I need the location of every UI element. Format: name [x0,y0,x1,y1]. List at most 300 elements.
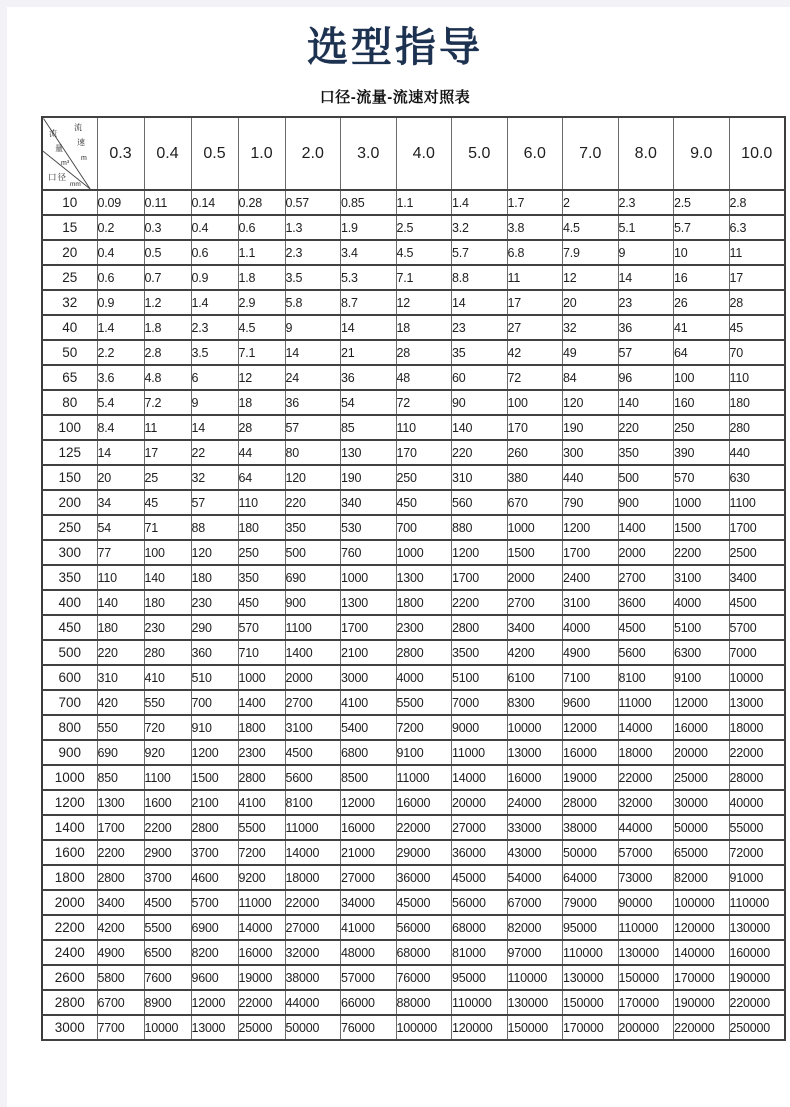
flow-cell: 530 [341,515,397,540]
flow-cell: 120000 [452,1015,508,1040]
flow-cell: 1700 [452,565,508,590]
flow-cell: 49 [563,340,619,365]
diameter-cell: 500 [42,640,97,665]
flow-cell: 1700 [341,615,397,640]
flow-cell: 1.3 [285,215,341,240]
flow-cell: 190 [341,465,397,490]
flow-cell: 11 [729,240,785,265]
flow-cell: 2.2 [97,340,144,365]
flow-cell: 25 [144,465,191,490]
flow-cell: 790 [563,490,619,515]
diameter-cell: 450 [42,615,97,640]
flow-cell: 1500 [674,515,730,540]
flow-cell: 1100 [285,615,341,640]
flow-cell: 24 [285,365,341,390]
velocity-header-cell: 2.0 [285,117,341,190]
diameter-cell: 3000 [42,1015,97,1040]
flow-cell: 4500 [618,615,674,640]
flow-cell: 56000 [396,915,452,940]
flow-cell: 36000 [396,865,452,890]
flow-cell: 24000 [507,790,563,815]
table-row [42,640,785,665]
flow-cell: 1.2 [144,290,191,315]
flow-cell: 13000 [729,690,785,715]
table-row [42,915,785,940]
table-row [42,365,785,390]
flow-cell: 900 [618,490,674,515]
table-row [42,415,785,440]
flow-cell: 11000 [396,765,452,790]
flow-cell: 44000 [285,990,341,1015]
flow-cell: 44000 [618,815,674,840]
flow-cell: 2100 [341,640,397,665]
flow-cell: 2.8 [729,190,785,215]
diameter-cell: 50 [42,340,97,365]
velocity-header-cell: 3.0 [341,117,397,190]
flow-cell: 220 [618,415,674,440]
flow-cell: 110 [729,365,785,390]
flow-cell: 220 [285,490,341,515]
flow-cell: 9 [618,240,674,265]
flow-cell: 390 [674,440,730,465]
flow-cell: 150000 [618,965,674,990]
flow-cell: 1400 [238,690,285,715]
flow-cell: 5800 [97,965,144,990]
flow-cell: 16000 [507,765,563,790]
flow-cell: 7200 [396,715,452,740]
table-row [42,565,785,590]
flow-cell: 170000 [563,1015,619,1040]
corner-velocity-char-1: 流 [74,123,82,132]
flow-cell: 3100 [563,590,619,615]
flow-cell: 36 [618,315,674,340]
flow-cell: 20000 [674,740,730,765]
flow-cell: 1100 [729,490,785,515]
flow-cell: 5.1 [618,215,674,240]
flow-cell: 77 [97,540,144,565]
flow-cell: 28 [238,415,285,440]
flow-cell: 110 [396,415,452,440]
flow-cell: 410 [144,665,191,690]
table-caption: 口径-流量-流速对照表 [319,89,471,106]
flow-cell: 5500 [238,815,285,840]
flow-cell: 380 [507,465,563,490]
diameter-cell: 2000 [42,890,97,915]
flow-cell: 0.09 [97,190,144,215]
flow-cell: 0.4 [191,215,238,240]
flow-cell: 1.1 [396,190,452,215]
flow-cell: 16000 [396,790,452,815]
flow-cell: 1.4 [452,190,508,215]
velocity-header-cell: 8.0 [618,117,674,190]
flow-cell: 160 [674,390,730,415]
flow-cell: 41000 [341,915,397,940]
diameter-cell: 1200 [42,790,97,815]
flow-cell: 1700 [729,515,785,540]
flow-cell: 4100 [341,690,397,715]
flow-cell: 16000 [674,715,730,740]
flow-cell: 1200 [452,540,508,565]
flow-cell: 4100 [238,790,285,815]
flow-cell: 42 [507,340,563,365]
diameter-cell: 10 [42,190,97,215]
flow-cell: 3700 [191,840,238,865]
flow-cell: 110000 [729,890,785,915]
flow-cell: 3100 [285,715,341,740]
flow-cell: 630 [729,465,785,490]
flow-cell: 64000 [563,865,619,890]
flow-cell: 510 [191,665,238,690]
flow-cell: 34000 [341,890,397,915]
flow-cell: 1800 [396,590,452,615]
flow-cell: 1.8 [238,265,285,290]
flow-cell: 2.5 [674,190,730,215]
flow-cell: 2900 [144,840,191,865]
flow-cell: 14 [285,340,341,365]
flow-cell: 2000 [618,540,674,565]
flow-cell: 95000 [563,915,619,940]
table-row [42,690,785,715]
flow-cell: 48000 [341,940,397,965]
table-row [42,190,785,215]
corner-flow-unit: m³ [61,160,70,167]
flow-cell: 0.85 [341,190,397,215]
diameter-cell: 2200 [42,915,97,940]
flow-cell: 57000 [341,965,397,990]
flow-cell: 0.5 [144,240,191,265]
flow-cell: 140000 [674,940,730,965]
flow-cell: 36 [285,390,341,415]
flow-cell: 0.6 [191,240,238,265]
diameter-cell: 1800 [42,865,97,890]
corner-diameter-label: 口径 [48,172,68,182]
flow-cell: 2200 [97,840,144,865]
flow-cell: 21000 [341,840,397,865]
flow-cell: 1000 [238,665,285,690]
flow-cell: 360 [191,640,238,665]
flow-cell: 220000 [674,1015,730,1040]
flow-cell: 2800 [238,765,285,790]
flow-cell: 4.5 [238,315,285,340]
flow-cell: 7600 [144,965,191,990]
flow-cell: 130000 [729,915,785,940]
flow-cell: 7.1 [396,265,452,290]
table-row [42,340,785,365]
flow-cell: 250 [238,540,285,565]
flow-cell: 64 [674,340,730,365]
flow-cell: 110000 [563,940,619,965]
flow-cell: 4200 [97,915,144,940]
flow-cell: 110 [97,565,144,590]
diameter-cell: 300 [42,540,97,565]
flow-cell: 4200 [507,640,563,665]
velocity-header-cell: 9.0 [674,117,730,190]
flow-cell: 6100 [507,665,563,690]
flow-cell: 12 [238,365,285,390]
flow-cell: 8100 [618,665,674,690]
flow-cell: 5600 [285,765,341,790]
diameter-cell: 1600 [42,840,97,865]
flow-cell: 230 [144,615,191,640]
flow-cell: 2700 [618,565,674,590]
flow-cell: 8300 [507,690,563,715]
flow-cell: 1500 [191,765,238,790]
flow-cell: 32 [191,465,238,490]
flow-cell: 5.3 [341,265,397,290]
flow-cell: 16 [674,265,730,290]
flow-cell: 190 [563,415,619,440]
flow-cell: 82000 [507,915,563,940]
flow-cell: 13000 [507,740,563,765]
flow-cell: 50000 [674,815,730,840]
flow-cell: 220 [452,440,508,465]
flow-cell: 0.28 [238,190,285,215]
flow-cell: 7000 [452,690,508,715]
flow-cell: 28 [396,340,452,365]
diameter-cell: 700 [42,690,97,715]
flow-cell: 0.7 [144,265,191,290]
flow-cell: 110000 [452,990,508,1015]
flow-cell: 25000 [238,1015,285,1040]
flow-cell: 500 [285,540,341,565]
flow-cell: 170000 [674,965,730,990]
flow-cell: 850 [97,765,144,790]
flow-cell: 13000 [191,1015,238,1040]
diameter-cell: 65 [42,365,97,390]
flow-cell: 32000 [618,790,674,815]
flow-cell: 18000 [618,740,674,765]
flow-cell: 570 [238,615,285,640]
table-row [42,290,785,315]
flow-cell: 12 [396,290,452,315]
velocity-header-cell: 4.0 [396,117,452,190]
table-row [42,490,785,515]
flow-cell: 40000 [729,790,785,815]
flow-cell: 2.5 [396,215,452,240]
flow-cell: 57 [191,490,238,515]
flow-cell: 81000 [452,940,508,965]
flow-cell: 4500 [144,890,191,915]
table-row [42,715,785,740]
flow-cell: 260 [507,440,563,465]
diameter-cell: 2400 [42,940,97,965]
flow-cell: 18000 [729,715,785,740]
flow-cell: 0.6 [238,215,285,240]
flow-cell: 300 [563,440,619,465]
flow-cell: 14 [97,440,144,465]
flow-cell: 76000 [341,1015,397,1040]
table-row [42,515,785,540]
flow-cell: 0.14 [191,190,238,215]
flow-cell: 0.3 [144,215,191,240]
velocity-header-cell: 6.0 [507,117,563,190]
flow-cell: 420 [97,690,144,715]
flow-cell: 3.6 [97,365,144,390]
velocity-header-cell: 7.0 [563,117,619,190]
table-row [42,890,785,915]
flow-cell: 8.8 [452,265,508,290]
flow-cell: 54000 [507,865,563,890]
flow-cell: 27 [507,315,563,340]
flow-cell: 14 [452,290,508,315]
flow-cell: 110 [238,490,285,515]
flow-cell: 19000 [563,765,619,790]
flow-cell: 71 [144,515,191,540]
flow-cell: 54 [97,515,144,540]
flow-cell: 57 [285,415,341,440]
flow-cell: 22000 [285,890,341,915]
flow-cell: 8900 [144,990,191,1015]
flow-cell: 0.6 [97,265,144,290]
flow-cell: 1000 [507,515,563,540]
flow-cell: 1700 [97,815,144,840]
page-title: 选型指导 [307,24,483,70]
diameter-cell: 15 [42,215,97,240]
flow-cell: 100000 [396,1015,452,1040]
flow-cell: 36000 [452,840,508,865]
flow-cell: 7.1 [238,340,285,365]
table-row [42,590,785,615]
flow-cell: 45 [144,490,191,515]
flow-cell: 6700 [97,990,144,1015]
flow-cell: 12000 [191,990,238,1015]
flow-cell: 2.3 [191,315,238,340]
flow-cell: 17 [729,265,785,290]
table-row [42,665,785,690]
flow-cell: 190000 [729,965,785,990]
flow-cell: 0.4 [97,240,144,265]
corner-velocity-char-2: 速 [77,138,85,147]
flow-cell: 22000 [618,765,674,790]
flow-cell: 54 [341,390,397,415]
flow-cell: 140 [618,390,674,415]
flow-cell: 290 [191,615,238,640]
flow-cell: 73000 [618,865,674,890]
flow-cell: 900 [285,590,341,615]
flow-cell: 150000 [507,1015,563,1040]
flow-cell: 180 [97,615,144,640]
flow-cell: 220 [97,640,144,665]
diameter-cell: 25 [42,265,97,290]
diameter-cell: 20 [42,240,97,265]
table-row [42,615,785,640]
flow-cell: 41 [674,315,730,340]
flow-cell: 5.7 [452,240,508,265]
page-edge-left [0,0,7,1107]
flow-cell: 43000 [507,840,563,865]
flow-cell: 1200 [191,740,238,765]
diameter-cell: 1000 [42,765,97,790]
flow-cell: 90 [452,390,508,415]
header-row [42,117,785,190]
flow-cell: 4900 [97,940,144,965]
flow-cell: 76000 [396,965,452,990]
page-edge-top [0,0,790,7]
diameter-flow-velocity-table [41,116,786,1041]
flow-cell: 88000 [396,990,452,1015]
flow-cell: 140 [144,565,191,590]
flow-cell: 22000 [729,740,785,765]
flow-cell: 310 [97,665,144,690]
flow-cell: 1.4 [97,315,144,340]
flow-cell: 50000 [563,840,619,865]
flow-cell: 250000 [729,1015,785,1040]
diameter-cell: 2600 [42,965,97,990]
flow-cell: 920 [144,740,191,765]
flow-cell: 4000 [563,615,619,640]
flow-cell: 8.7 [341,290,397,315]
flow-cell: 88 [191,515,238,540]
flow-cell: 710 [238,640,285,665]
diameter-cell: 32 [42,290,97,315]
flow-cell: 5.4 [97,390,144,415]
flow-cell: 28000 [729,765,785,790]
flow-cell: 3400 [729,565,785,590]
flow-cell: 1.9 [341,215,397,240]
flow-cell: 14000 [452,765,508,790]
flow-cell: 0.2 [97,215,144,240]
flow-cell: 3.4 [341,240,397,265]
flow-cell: 55000 [729,815,785,840]
flow-cell: 180 [729,390,785,415]
flow-cell: 130 [341,440,397,465]
flow-cell: 1.8 [144,315,191,340]
flow-cell: 95000 [452,965,508,990]
flow-cell: 160000 [729,940,785,965]
flow-cell: 80 [285,440,341,465]
flow-cell: 5100 [452,665,508,690]
flow-cell: 19000 [238,965,285,990]
flow-cell: 79000 [563,890,619,915]
flow-cell: 10000 [144,1015,191,1040]
flow-cell: 9 [191,390,238,415]
flow-cell: 350 [238,565,285,590]
flow-cell: 38000 [285,965,341,990]
flow-cell: 2 [563,190,619,215]
flow-cell: 140 [97,590,144,615]
flow-cell: 140 [452,415,508,440]
flow-cell: 1300 [396,565,452,590]
flow-cell: 3.2 [452,215,508,240]
flow-cell: 3000 [341,665,397,690]
flow-cell: 20 [563,290,619,315]
diameter-cell: 40 [42,315,97,340]
velocity-header-cell: 0.5 [191,117,238,190]
flow-cell: 29000 [396,840,452,865]
flow-cell: 450 [238,590,285,615]
table-row [42,240,785,265]
flow-cell: 5.7 [674,215,730,240]
corner-velocity-unit: m [81,155,87,162]
flow-cell: 200000 [618,1015,674,1040]
flow-cell: 9200 [238,865,285,890]
flow-cell: 11 [507,265,563,290]
flow-cell: 4600 [191,865,238,890]
flow-cell: 550 [144,690,191,715]
flow-cell: 14 [341,315,397,340]
flow-cell: 96 [618,365,674,390]
flow-cell: 5700 [191,890,238,915]
flow-cell: 2800 [97,865,144,890]
flow-cell: 23 [618,290,674,315]
flow-cell: 14000 [238,915,285,940]
flow-cell: 68000 [452,915,508,940]
flow-cell: 1.4 [191,290,238,315]
flow-cell: 90000 [618,890,674,915]
flow-cell: 350 [618,440,674,465]
flow-cell: 23 [452,315,508,340]
flow-cell: 4500 [285,740,341,765]
